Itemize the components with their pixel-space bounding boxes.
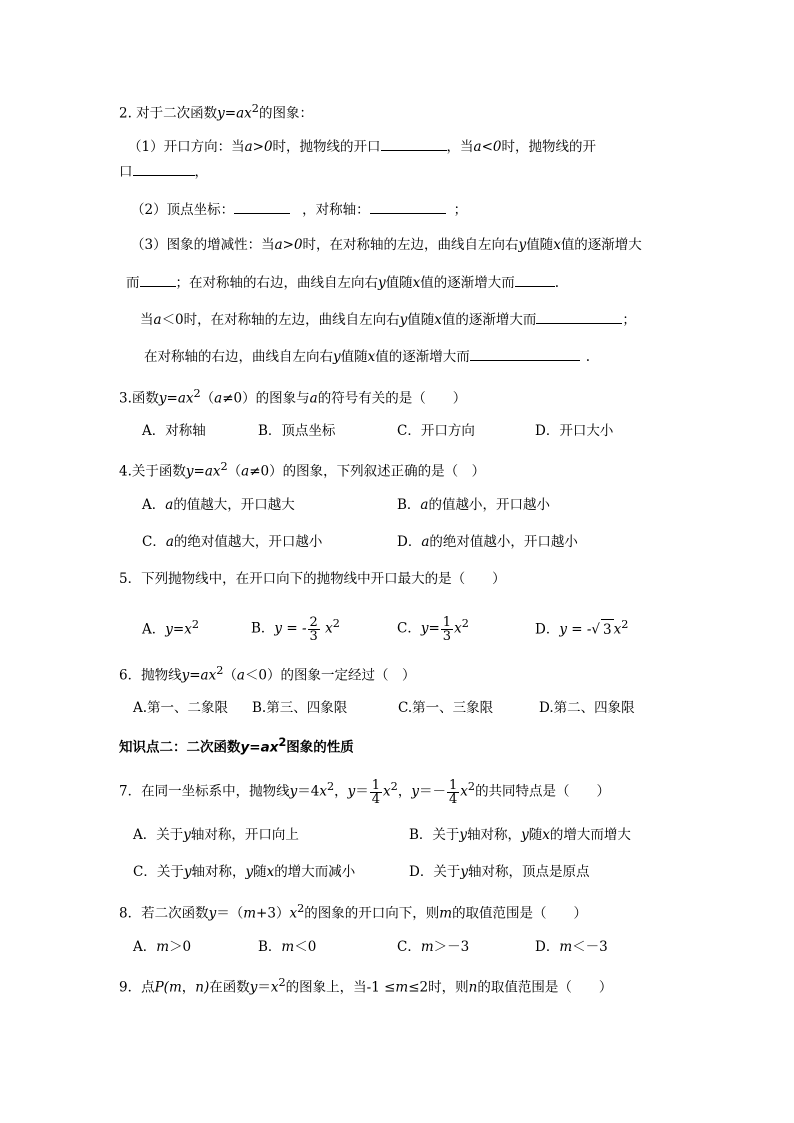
text: x	[383, 783, 391, 800]
text: a	[165, 497, 174, 513]
text: ，	[397, 783, 412, 800]
text: a	[309, 390, 318, 407]
answer-blank[interactable]	[515, 272, 555, 287]
text: C．	[397, 620, 421, 637]
text: m	[156, 939, 170, 955]
text: 3.函数	[119, 390, 159, 407]
q6-stem	[119, 661, 416, 686]
q8-stem	[119, 899, 587, 924]
q6-option-a[interactable]: A.第一、二象限	[133, 700, 229, 716]
text: A．	[142, 497, 166, 513]
text: P(m	[154, 979, 182, 996]
text: a	[421, 534, 430, 550]
q5-option-c[interactable]	[397, 604, 469, 649]
text: （2）顶点坐标：	[131, 202, 235, 218]
text: y=ax	[181, 667, 217, 684]
text: 的绝对值越大，开口越小	[173, 534, 323, 550]
denominator: 4	[448, 791, 458, 807]
q8-option-a[interactable]	[133, 937, 191, 957]
superscript: 2	[220, 460, 228, 473]
q3-option-a[interactable]: A．对称轴	[142, 423, 206, 439]
text: 值的逐渐增大而	[441, 312, 537, 328]
text: ；在对称轴的右边，曲线自左向右	[175, 275, 378, 291]
text: （	[227, 463, 242, 480]
q3-option-c[interactable]: C．开口方向	[397, 423, 475, 439]
text: y=ax	[158, 390, 194, 407]
q7-option-d[interactable]	[409, 862, 589, 882]
text: y	[399, 312, 408, 328]
text: m	[420, 939, 434, 955]
text: D．	[535, 621, 560, 638]
denominator: 4	[371, 791, 381, 807]
answer-blank[interactable]	[234, 199, 290, 214]
text: ＜0	[294, 939, 317, 955]
q2-part3-neg	[140, 309, 636, 330]
radicand: 3	[601, 619, 614, 640]
text: ＞0	[169, 939, 192, 955]
text: B．	[258, 939, 282, 955]
denominator: 3	[442, 628, 452, 644]
text: y	[208, 905, 217, 922]
q5-stem: 5．下列抛物线中，在开口向下的抛物线中开口最大的是（ ）	[119, 571, 506, 587]
text: 时，抛物线的开	[501, 139, 596, 155]
text: 轴对称，顶点是原点	[467, 864, 590, 880]
text: 值的逐渐增大	[560, 237, 642, 253]
text: ＝－	[418, 783, 446, 800]
superscript: 2	[332, 617, 340, 630]
text: （3）图象的增减性：当	[131, 237, 275, 253]
answer-blank[interactable]	[470, 346, 580, 361]
text: 的共同特点是（ ）	[475, 783, 611, 800]
superscript: 2	[251, 102, 259, 115]
q2-part1	[128, 136, 596, 157]
text: ＝	[355, 783, 369, 800]
text: 值随	[385, 275, 413, 291]
text: D．关于	[409, 864, 461, 880]
text: y	[518, 237, 527, 253]
text: 随	[253, 864, 267, 880]
text: a	[153, 312, 162, 328]
text: ≠0）的图象与	[222, 390, 310, 407]
text: C．	[397, 939, 421, 955]
text: m	[559, 939, 573, 955]
superscript: 2	[297, 902, 305, 915]
text: B．	[251, 620, 275, 637]
answer-blank[interactable]	[381, 136, 447, 151]
text: 的值越大，开口越大	[173, 497, 295, 513]
superscript: 2	[390, 780, 398, 793]
text: x	[412, 275, 421, 291]
text: y	[333, 349, 341, 365]
text: ；	[622, 312, 636, 328]
text: 在函数	[209, 979, 250, 996]
text: a	[420, 497, 429, 513]
text: 值的逐渐增大而	[420, 275, 515, 291]
text: ，对称轴：	[302, 202, 370, 218]
text: y	[289, 783, 298, 800]
text: 的绝对值越小，开口越小	[429, 534, 578, 550]
q8-option-d[interactable]	[535, 937, 608, 957]
q4-option-b[interactable]	[397, 495, 550, 515]
text: a	[236, 667, 245, 684]
text: x	[289, 905, 298, 922]
text: a<0	[473, 139, 502, 155]
text: ＜0时，在对称轴的左边，曲线自左向右	[161, 312, 400, 328]
text: 的增大而减小	[274, 864, 356, 880]
text: 随	[528, 827, 543, 843]
text: 知识点二：二次函数	[119, 739, 241, 756]
q7-option-c[interactable]	[133, 862, 355, 882]
numerator: 1	[448, 777, 458, 793]
text: ，	[194, 164, 208, 180]
text: a>0	[244, 139, 273, 155]
text: y	[245, 864, 254, 880]
q6-option-c[interactable]: C.第一、三象限	[398, 700, 494, 716]
text: 的增大而增大	[549, 827, 631, 843]
text: y=ax	[185, 463, 221, 480]
text: 时，在对称轴的左边，曲线自左向右	[302, 237, 519, 253]
answer-blank[interactable]	[536, 309, 622, 324]
text: 值随	[407, 312, 435, 328]
text: D．	[535, 939, 560, 955]
text: n)	[195, 979, 210, 996]
answer-blank[interactable]	[140, 272, 176, 287]
text: ＞－3	[433, 939, 470, 955]
text: B．关于	[409, 827, 460, 843]
q4-option-a[interactable]	[142, 495, 295, 515]
text: ＜0）的图象一定经过（ ）	[244, 667, 416, 684]
text: y	[521, 827, 529, 843]
q3-stem	[119, 384, 466, 409]
text: y	[378, 275, 386, 291]
text: 轴对称，	[467, 827, 522, 843]
text: y	[183, 864, 192, 880]
text: 的符号有关的是（ ）	[317, 390, 467, 407]
text: C．关于	[133, 864, 184, 880]
text: x	[325, 620, 333, 637]
text: ＝	[257, 979, 271, 996]
text: ＝4	[297, 783, 320, 800]
text: m	[243, 905, 257, 922]
text: 口	[119, 164, 133, 180]
text: y	[249, 979, 258, 996]
text: 7．在同一坐标系中，抛物线	[119, 783, 290, 800]
q2-part3-neg-cont	[144, 346, 590, 367]
text: m	[281, 939, 295, 955]
answer-blank[interactable]	[133, 161, 195, 176]
q2-part3-cont	[126, 272, 559, 293]
text: m	[395, 979, 409, 996]
q6-option-b[interactable]: B.第三、四象限	[252, 700, 348, 716]
q3-option-d[interactable]: D．开口大小	[535, 423, 614, 439]
fraction	[308, 616, 320, 643]
text: 在对称轴的右边，曲线自左向右	[144, 349, 333, 365]
q8-option-c[interactable]	[397, 937, 469, 957]
q5-option-d[interactable]	[535, 615, 628, 640]
text: ，当	[446, 139, 474, 155]
q6-option-d[interactable]: D.第二、四象限	[539, 700, 635, 716]
q7-stem	[119, 767, 610, 812]
superscript: 2	[621, 618, 629, 631]
text: 值的逐渐增大而	[375, 349, 470, 365]
text: +3）	[256, 905, 290, 922]
text: ，	[334, 783, 348, 800]
text: （	[223, 667, 237, 684]
text: A．关于	[133, 827, 184, 843]
text: 4.关于函数	[119, 463, 186, 480]
text: y=ax	[240, 739, 279, 756]
text: m	[439, 905, 453, 922]
sqrt-icon: √	[591, 621, 601, 638]
superscript: 2	[467, 780, 476, 793]
fraction	[447, 779, 459, 806]
q8-option-b[interactable]	[258, 937, 316, 957]
text: x	[460, 783, 468, 800]
q4-option-d[interactable]	[397, 532, 578, 552]
superscript: 2	[326, 780, 335, 793]
text: y=x	[165, 621, 192, 638]
text: （	[200, 390, 215, 407]
text: 9．点	[119, 979, 155, 996]
q7-option-b[interactable]	[409, 825, 631, 845]
text: y	[347, 783, 356, 800]
numerator: 1	[442, 614, 452, 630]
text: 的图象的开口向下，则	[304, 905, 440, 922]
numerator: 2	[309, 614, 318, 630]
text: 的取值范围是（ ）	[452, 905, 588, 922]
text: y = -	[274, 620, 307, 637]
q2-title-prefix: 2. 对于二次函数	[119, 105, 218, 122]
text: a	[165, 534, 174, 550]
q2-part2	[131, 199, 467, 220]
text: ；	[453, 202, 468, 218]
q5-option-b[interactable]	[251, 604, 340, 649]
superscript: 2	[191, 618, 199, 631]
text: ＝（	[216, 905, 244, 922]
text: y	[459, 827, 468, 843]
text: x	[613, 621, 622, 638]
text: ≠0）的图象，下列叙述正确的是（ ）	[249, 463, 486, 480]
q2-part1-cont	[119, 161, 208, 182]
superscript: 2	[216, 664, 224, 677]
fraction	[370, 779, 382, 806]
text: C．	[142, 534, 166, 550]
text: x	[270, 979, 279, 996]
text: 8．若二次函数	[119, 905, 209, 922]
text: 6．抛物线	[119, 667, 182, 684]
text: D．	[397, 534, 422, 550]
q2-title-func: y=ax	[217, 105, 252, 122]
denominator: 3	[309, 628, 318, 644]
answer-blank[interactable]	[370, 199, 446, 214]
superscript: 2	[461, 617, 469, 630]
text: 而	[126, 275, 140, 291]
text: a>0	[274, 237, 303, 253]
q3-option-b[interactable]: B．顶点坐标	[258, 423, 336, 439]
text: ≤2时，则	[408, 979, 469, 996]
text: y	[411, 783, 419, 800]
text: y=	[420, 620, 440, 637]
text: 的取值范围是（ ）	[477, 979, 613, 996]
text: y = -	[559, 621, 592, 638]
text: x	[266, 864, 275, 880]
text: .	[585, 349, 591, 365]
text: ＜－3	[572, 939, 608, 955]
numerator: 1	[371, 777, 381, 793]
text: A．	[142, 621, 166, 638]
text: 时，抛物线的开口	[272, 139, 381, 155]
text: .	[554, 275, 560, 291]
text: A．	[133, 939, 157, 955]
text: 当	[140, 312, 154, 328]
text: 轴对称，	[191, 864, 246, 880]
q2-title-suffix: 的图象：	[258, 105, 313, 122]
q2-title	[119, 99, 313, 124]
text: x	[319, 783, 327, 800]
q9-stem	[119, 973, 612, 998]
text: a	[214, 390, 223, 407]
text: y	[183, 827, 191, 843]
text: x	[542, 827, 550, 843]
text: x	[454, 620, 462, 637]
text: a	[241, 463, 250, 480]
text: 的值越小，开口越小	[428, 497, 550, 513]
text: 值随	[526, 237, 554, 253]
text: 图象的性质	[286, 739, 354, 756]
text: （1）开口方向：当	[128, 139, 245, 155]
section-heading	[119, 733, 354, 758]
text: 值随	[340, 349, 368, 365]
text: x	[434, 312, 442, 328]
text: n	[468, 979, 478, 996]
q5-option-a[interactable]	[142, 615, 199, 640]
text: ，	[181, 979, 196, 996]
q2-part3	[131, 235, 642, 255]
text: 的图象上，当-1 ≤	[285, 979, 396, 996]
superscript: 2	[278, 736, 287, 749]
text: B．	[397, 497, 421, 513]
q7-option-a[interactable]	[133, 825, 299, 845]
text: 轴对称，开口向上	[190, 827, 299, 843]
superscript: 2	[278, 976, 286, 989]
text: y	[460, 864, 468, 880]
fraction	[441, 616, 453, 643]
q4-option-c[interactable]	[142, 532, 322, 552]
text: x	[553, 237, 561, 253]
q4-stem	[119, 457, 485, 482]
superscript: 2	[193, 387, 201, 400]
text: x	[367, 349, 376, 365]
